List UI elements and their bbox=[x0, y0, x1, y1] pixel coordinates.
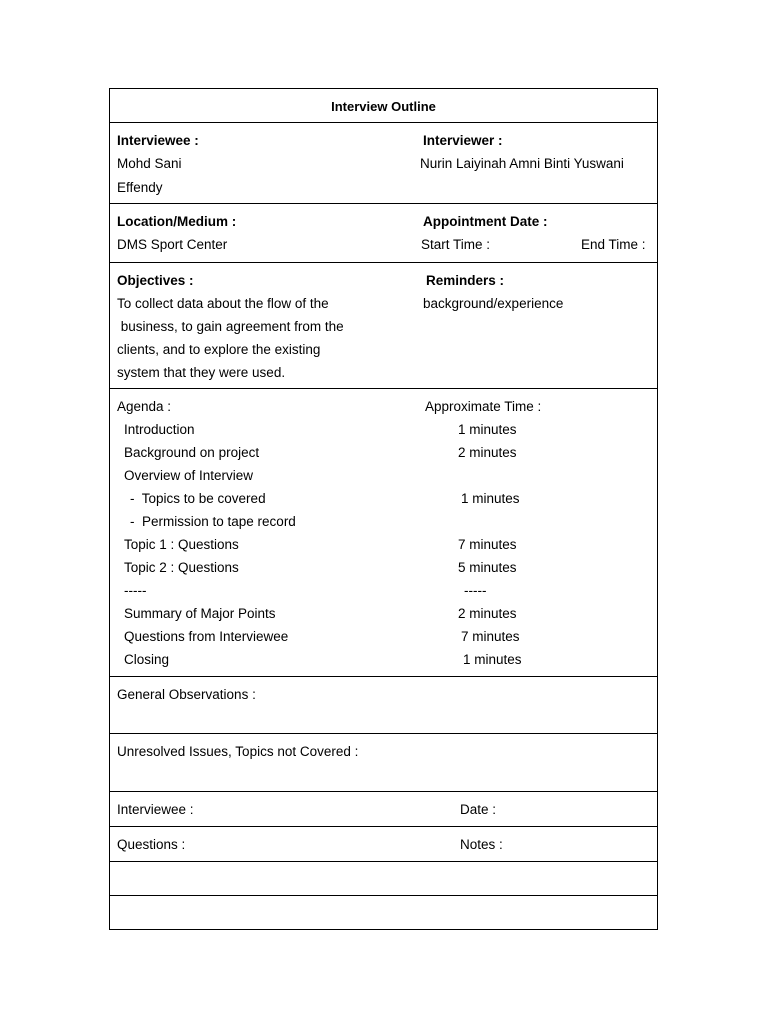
location-value: DMS Sport Center bbox=[117, 237, 228, 252]
end-time-label: End Time : bbox=[581, 237, 646, 252]
objectives-line-2: business, to gain agreement from the bbox=[117, 319, 344, 334]
reminders-label: Reminders : bbox=[426, 273, 505, 288]
interviewee-label: Interviewee : bbox=[117, 133, 199, 148]
objectives-line-4: system that they were used. bbox=[117, 365, 286, 380]
start-time-label: Start Time : bbox=[421, 237, 491, 252]
agenda-time: 7 minutes bbox=[458, 537, 517, 552]
agenda-item: Summary of Major Points bbox=[124, 606, 276, 621]
unresolved-issues-row bbox=[110, 734, 657, 792]
location-label: Location/Medium : bbox=[117, 214, 237, 229]
form-title: Interview Outline bbox=[331, 99, 436, 114]
blank-row bbox=[110, 862, 657, 896]
interviewer-name: Nurin Laiyinah Amni Binti Yuswani bbox=[420, 156, 624, 171]
objectives-row bbox=[110, 263, 657, 389]
notes-label: Notes : bbox=[460, 837, 503, 852]
reminders-value: background/experience bbox=[423, 296, 564, 311]
interviewee-name-line2: Effendy bbox=[117, 180, 163, 195]
questions-notes-row bbox=[110, 827, 657, 862]
participants-row bbox=[110, 123, 657, 204]
general-observations-row bbox=[110, 677, 657, 734]
agenda-item: Topic 2 : Questions bbox=[124, 560, 239, 575]
unresolved-issues-label: Unresolved Issues, Topics not Covered : bbox=[117, 744, 359, 759]
questions-label: Questions : bbox=[117, 837, 186, 852]
agenda-time: 5 minutes bbox=[458, 560, 517, 575]
general-observations-label: General Observations : bbox=[117, 687, 256, 702]
interviewee-name-line1: Mohd Sani bbox=[117, 156, 182, 171]
agenda-subitem: - Topics to be covered bbox=[130, 491, 266, 506]
agenda-item: Closing bbox=[124, 652, 170, 667]
agenda-item: Questions from Interviewee bbox=[124, 629, 289, 644]
interviewee-footer-label: Interviewee : bbox=[117, 802, 194, 817]
agenda-item: Overview of Interview bbox=[124, 468, 254, 483]
agenda-item: Introduction bbox=[124, 422, 195, 437]
agenda-label: Agenda : bbox=[117, 399, 172, 414]
agenda-time: 1 minutes bbox=[463, 652, 522, 667]
date-label: Date : bbox=[460, 802, 497, 817]
agenda-item: Background on project bbox=[124, 445, 260, 460]
appointment-date-label: Appointment Date : bbox=[423, 214, 548, 229]
objectives-label: Objectives : bbox=[117, 273, 194, 288]
objectives-line-1: To collect data about the flow of the bbox=[117, 296, 329, 311]
blank-row bbox=[110, 896, 657, 929]
agenda-time: 1 minutes bbox=[461, 491, 520, 506]
interviewer-label: Interviewer : bbox=[423, 133, 503, 148]
agenda-time: 2 minutes bbox=[458, 445, 517, 460]
agenda-time: 1 minutes bbox=[458, 422, 517, 437]
approximate-time-label: Approximate Time : bbox=[425, 399, 542, 414]
agenda-time: 2 minutes bbox=[458, 606, 517, 621]
title-row bbox=[110, 89, 657, 123]
agenda-time: 7 minutes bbox=[461, 629, 520, 644]
objectives-line-3: clients, and to explore the existing bbox=[117, 342, 321, 357]
location-row bbox=[110, 204, 657, 263]
agenda-row bbox=[110, 389, 657, 677]
agenda-subitem: - Permission to tape record bbox=[130, 514, 296, 529]
agenda-item: Topic 1 : Questions bbox=[124, 537, 239, 552]
agenda-time-separator: ----- bbox=[464, 583, 487, 598]
agenda-separator: ----- bbox=[124, 583, 147, 598]
interviewee-date-row bbox=[110, 792, 657, 827]
interview-outline-form bbox=[109, 88, 658, 930]
